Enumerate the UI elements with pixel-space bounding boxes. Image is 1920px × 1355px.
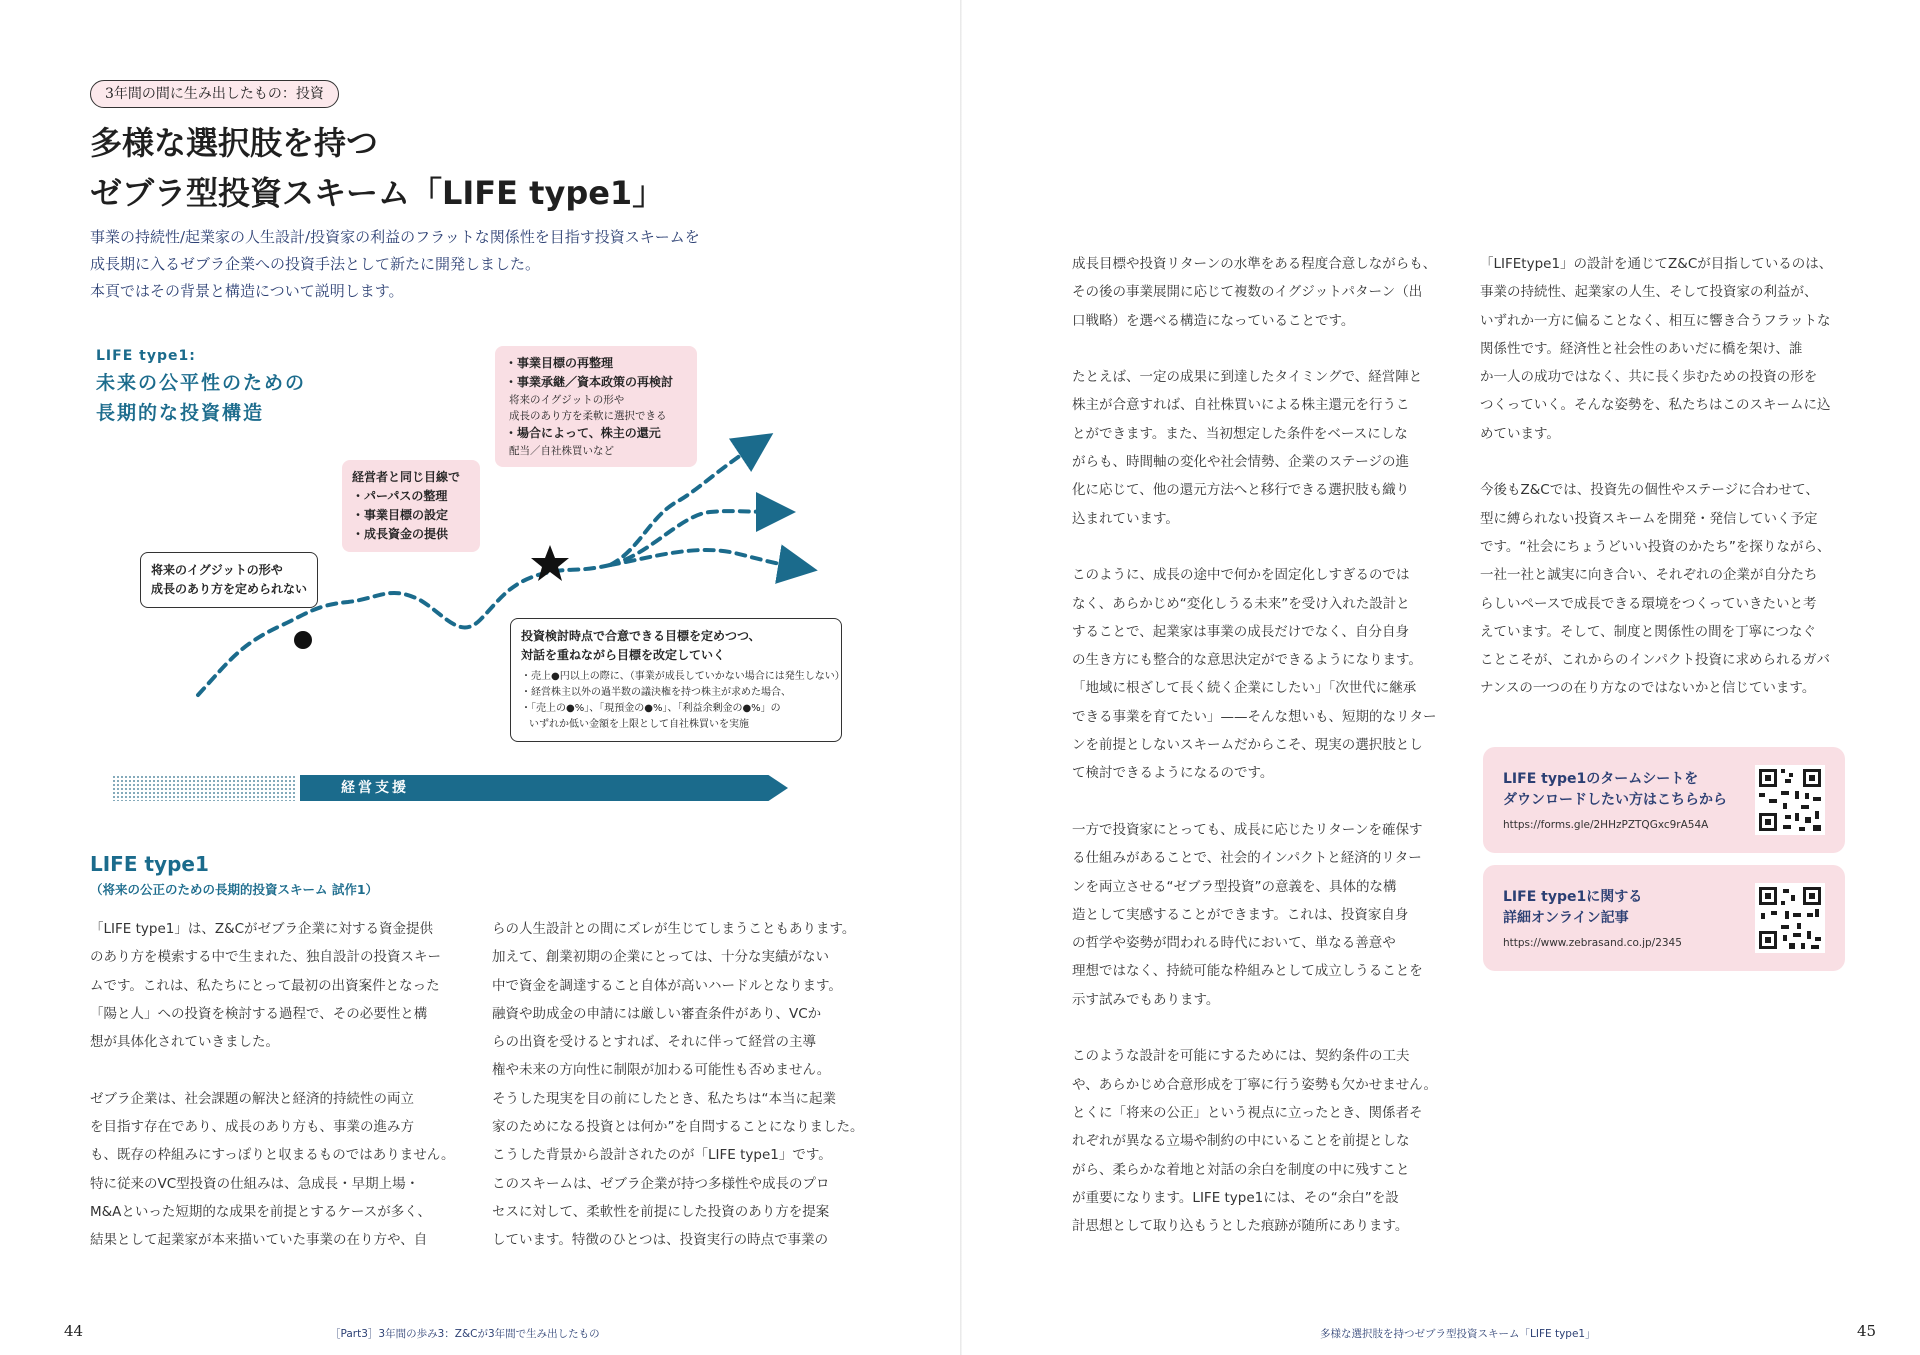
text-line: 中で資金を調達すること自体が高いハードルとなります。: [492, 977, 842, 994]
text-line: とができます。また、当初想定した条件をベースにしな: [1072, 425, 1408, 442]
termsheet-link[interactable]: https://forms.gle/2HHzPZTQGxc9rA54A: [1503, 819, 1709, 831]
text-line: つくっていく。そんな姿勢を、私たちはこのスキームに込: [1480, 397, 1831, 414]
text-line: その後の事業展開に応じて複数のイグジットパターン（出: [1072, 284, 1423, 301]
text-line: 一方で投資家にとっても、成長に応じたリターンを確保す: [1072, 821, 1423, 838]
termsheet-download-card[interactable]: [1483, 747, 1845, 853]
callout-line: ・パーパスの整理: [352, 489, 448, 503]
callout-line: ・事業目標の再整理: [505, 356, 614, 370]
qr-code-icon[interactable]: [1755, 765, 1825, 835]
text-line: えています。そして、制度と関係性の間を丁寧につなぐ: [1480, 623, 1816, 640]
body-column-3: [1072, 250, 1462, 1240]
text-line: 計思想として取り込もうとした痕跡が随所にあります。: [1072, 1218, 1409, 1235]
lead-line: 事業の持続性/起業家の人生設計/投資家の利益のフラットな関係性を目指す投資スキームを: [90, 228, 700, 246]
page-title-line1: 多様な選択肢を持つ: [90, 124, 379, 162]
management-support-bar: [112, 775, 692, 801]
body-column-1: [90, 915, 470, 1255]
callout-line: 経営者と同じ目線で: [352, 470, 461, 484]
callout-exit-uncertain: [140, 552, 318, 608]
card-title-line: ダウンロードしたい方はこちらから: [1503, 792, 1727, 808]
text-line: 特に従来のVC型投資の仕組みは、急成長・早期上場・: [90, 1175, 420, 1192]
text-line: ナンスの一つの在り方なのではないかと信じています。: [1480, 680, 1816, 697]
callout-line: 成長のあり方を定められない: [151, 582, 308, 596]
text-line: や、あらかじめ合意形成を丁寧に行う姿勢も欠かせません。: [1072, 1076, 1438, 1093]
text-line: 成長目標や投資リターンの水準をある程度合意しながらも、: [1072, 256, 1437, 272]
callout-management-support: [342, 460, 480, 552]
text-line: ムです。これは、私たちにとって最初の出資案件となった: [90, 977, 440, 994]
callout-line: ・成長資金の提供: [352, 527, 449, 541]
text-line: このスキームは、ゼブラ企業が持つ多様性や成長のプロ: [492, 1175, 830, 1192]
text-line: 株主が合意すれば、自社株買いによる株主還元を行うこ: [1072, 397, 1410, 414]
qr-code-icon[interactable]: [1755, 883, 1825, 953]
text-line: れぞれが異なる立場や制約の中にいることを前提としな: [1072, 1133, 1410, 1150]
page-title-line2: ゼブラ型投資スキーム「LIFE type1」: [90, 174, 665, 212]
callout-line: 将来のイグジットの形や: [151, 563, 283, 577]
section-subtitle: （将来の公正のための長期的投資スキーム 試作1）: [90, 882, 379, 897]
text-line: らしいペースで成長できる環境をつくっていきたいと考: [1480, 595, 1817, 612]
text-line: る仕組みがあることで、社会的インパクトと経済的リター: [1072, 850, 1422, 867]
text-line: 一社一社と誠実に向き合い、それぞれの企業が自分たち: [1480, 567, 1818, 584]
callout-future-options: [495, 346, 697, 467]
text-line: なく、あらかじめ“変化しうる未来”を受け入れた設計と: [1072, 595, 1410, 612]
text-line: 型に縛られない投資スキームを開発・発信していく予定: [1480, 510, 1818, 527]
text-line: 「LIFE type1」は、Z&Cがゼブラ企業に対する資金提供: [90, 921, 434, 937]
text-line: がらも、時間軸の変化や社会情勢、企業のステージの進: [1072, 454, 1409, 471]
text-line: ことこそが、これからのインパクト投資に求められるガバ: [1480, 652, 1831, 669]
section-title: LIFE type1: [90, 852, 209, 876]
right-page: [962, 0, 1920, 1355]
diagram-title-en: LIFE type1:: [96, 348, 196, 364]
lead-text: [90, 224, 770, 305]
card-title-line: 詳細オンライン記事: [1503, 910, 1629, 926]
text-line: も、既存の枠組みにすっぽりと収まるものではありません。: [90, 1147, 455, 1164]
text-line: このように、成長の途中で何かを固定化しすぎるのでは: [1072, 567, 1410, 584]
callout-note: ・売上●円以上の際に、（事業が成長していかない場合には発生しない）: [521, 671, 845, 682]
text-line: を目指す存在であり、成長のあり方も、事業の進み方: [90, 1119, 414, 1136]
lead-line: 成長期に入るゼブラ企業への投資手法として新たに開発しました。: [90, 255, 541, 273]
callout-note: いずれか低い金額を上限として自社株買いを実施: [529, 719, 749, 730]
callout-note: 将来のイグジットの形や: [509, 394, 625, 406]
text-line: できる事業を育てたい」——そんな想いも、短期的なリター: [1072, 708, 1437, 725]
text-line: ゼブラ企業は、社会課題の解決と経済的持続性の両立: [90, 1090, 414, 1107]
text-line: です。“社会にちょうどいい投資のかたち”を探りながら、: [1480, 538, 1831, 555]
text-line: ンを両立させる“ゼブラ型投資”の意義を、具体的な構: [1072, 878, 1397, 895]
text-line: 結果として起業家が本来描いていた事業の在り方や、自: [90, 1232, 428, 1249]
article-link[interactable]: https://www.zebrasand.co.jp/2345: [1503, 937, 1682, 949]
page-title: [90, 118, 664, 218]
text-line: することで、起業家は事業の成長だけでなく、自分自身: [1072, 623, 1409, 640]
callout-line: 対話を重ねながら目標を改定していく: [521, 648, 726, 662]
milestone-dot: [294, 631, 312, 649]
page-number-left: 44: [64, 1322, 84, 1340]
callout-line: ・場合によって、株主の還元: [505, 426, 661, 440]
callout-line: 投資検討時点で合意できる目標を定めつつ、: [521, 629, 761, 643]
text-line: 口戦略）を選べる構造になっていることです。: [1072, 312, 1355, 329]
text-line: セスに対して、柔軟性を前提にした投資のあり方を提案: [492, 1203, 830, 1220]
text-line: て検討できるようになるのです。: [1072, 765, 1274, 782]
lead-line: 本頁ではその背景と構造について説明します。: [90, 282, 404, 300]
card-title: [1503, 769, 1727, 811]
text-line: とくに「将来の公正」という視点に立ったとき、関係者そ: [1072, 1104, 1423, 1121]
text-line: このような設計を可能にするためには、契約条件の工夫: [1072, 1048, 1410, 1065]
investment-structure-diagram: [90, 340, 845, 810]
callout-note: 配当／自社株買いなど: [509, 445, 614, 457]
text-line: M&Aといった短期的な成果を前提とするケースが多く、: [90, 1203, 431, 1220]
card-title-line: LIFE type1に関する: [1503, 889, 1643, 905]
support-bar-dots: [112, 775, 297, 801]
text-line: の生き方にも整合的な意思決定ができるようになります。: [1072, 652, 1422, 669]
text-line: 込まれています。: [1072, 510, 1179, 527]
text-line: 示す試みでもあります。: [1072, 991, 1220, 1008]
text-line: 「地域に根ざして長く続く企業にしたい」「次世代に継承: [1072, 680, 1417, 697]
callout-note: ・「売上の●%」、「現預金の●%」、「利益余剰金の●%」の: [521, 703, 781, 714]
text-line: のあり方を模索する中で生まれた、独自設計の投資スキー: [90, 949, 441, 966]
callout-line: ・事業目標の設定: [352, 508, 449, 522]
text-line: らの人生設計との間にズレが生じてしまうこともあります。: [492, 921, 856, 937]
card-title-line: LIFE type1のタームシートを: [1503, 771, 1699, 787]
text-line: 融資や助成金の申請には厳しい審査条件があり、VCか: [492, 1005, 822, 1022]
section-tag: 3年間の間に生み出したもの：投資: [90, 80, 339, 108]
text-line: の哲学や姿勢が問われる時代において、単なる善意や: [1072, 935, 1396, 952]
text-line: らの出資を受けるとすれば、それに伴って経営の主導: [492, 1034, 816, 1051]
text-line: しています。特徴のひとつは、投資実行の時点で事業の: [492, 1232, 829, 1249]
text-line: ンを前提としないスキームだからこそ、現実の選択肢とし: [1072, 737, 1423, 754]
text-line: 関係性です。経済性と社会性のあいだに橋を架け、誰: [1480, 340, 1803, 357]
text-line: が重要になります。LIFE type1には、その“余白”を設: [1072, 1189, 1399, 1206]
online-article-card[interactable]: [1483, 865, 1845, 971]
text-line: 造として実感することができます。これは、投資家自身: [1072, 906, 1409, 923]
text-line: 「陽と人」への投資を検討する過程で、その必要性と構: [90, 1005, 428, 1022]
body-column-2: [492, 915, 882, 1255]
text-line: 加えて、創業初期の企業にとっては、十分な実績がない: [492, 949, 829, 966]
text-line: たとえば、一定の成果に到達したタイミングで、経営陣と: [1072, 369, 1423, 386]
diagram-title-line: 長期的な投資構造: [96, 402, 265, 424]
text-line: 理想ではなく、持続可能な枠組みとして成立しうることを: [1072, 963, 1423, 980]
text-line: いずれか一方に偏ることなく、相互に響き合うフラットな: [1480, 312, 1831, 329]
text-line: 「LIFEtype1」の設計を通じてZ&Cが目指しているのは、: [1480, 256, 1833, 272]
running-footer-left: ［Part3］3年間の歩み3：Z&Cが3年間で生み出したもの: [330, 1328, 600, 1340]
support-bar-label: 経営支援: [341, 780, 409, 796]
body-column-4: [1480, 250, 1870, 703]
running-footer-right: 多様な選択肢を持つゼブラ型投資スキーム「LIFE type1」: [1320, 1328, 1596, 1340]
text-line: そうした現実を目の前にしたとき、私たちは“本当に起業: [492, 1090, 836, 1107]
diagram-title-line: 未来の公平性のための: [96, 372, 307, 394]
text-line: めています。: [1480, 425, 1560, 442]
callout-note: 成長のあり方を柔軟に選択できる: [509, 410, 667, 422]
text-line: 事業の持続性、起業家の人生、そして投資家の利益が、: [1480, 284, 1818, 301]
card-title: [1503, 887, 1642, 929]
page-number-right: 45: [1857, 1322, 1877, 1340]
text-line: か一人の成功ではなく、共に長く歩むための投資の形を: [1480, 369, 1818, 386]
text-line: 権や未来の方向性に制限が加わる可能性も否めません。: [492, 1062, 831, 1079]
text-line: がら、柔らかな着地と対話の余白を制度の中に残すこと: [1072, 1161, 1410, 1178]
text-line: 化に応じて、他の還元方法へと移行できる選択肢も織り: [1072, 482, 1410, 499]
text-line: 家のためになる投資とは何か”を自問することになりました。: [492, 1119, 864, 1136]
callout-note: ・経営株主以外の過半数の議決権を持つ株主が求めた場合、: [521, 687, 791, 698]
text-line: こうした背景から設計されたのが「LIFE type1」です。: [492, 1147, 832, 1164]
text-line: 今後もZ&Cでは、投資先の個性やステージに合わせて、: [1480, 482, 1819, 499]
callout-line: ・事業承継／資本政策の再検討: [505, 375, 674, 389]
callout-investment-goals: [510, 618, 845, 742]
text-line: 想が具体化されていきました。: [90, 1034, 279, 1051]
